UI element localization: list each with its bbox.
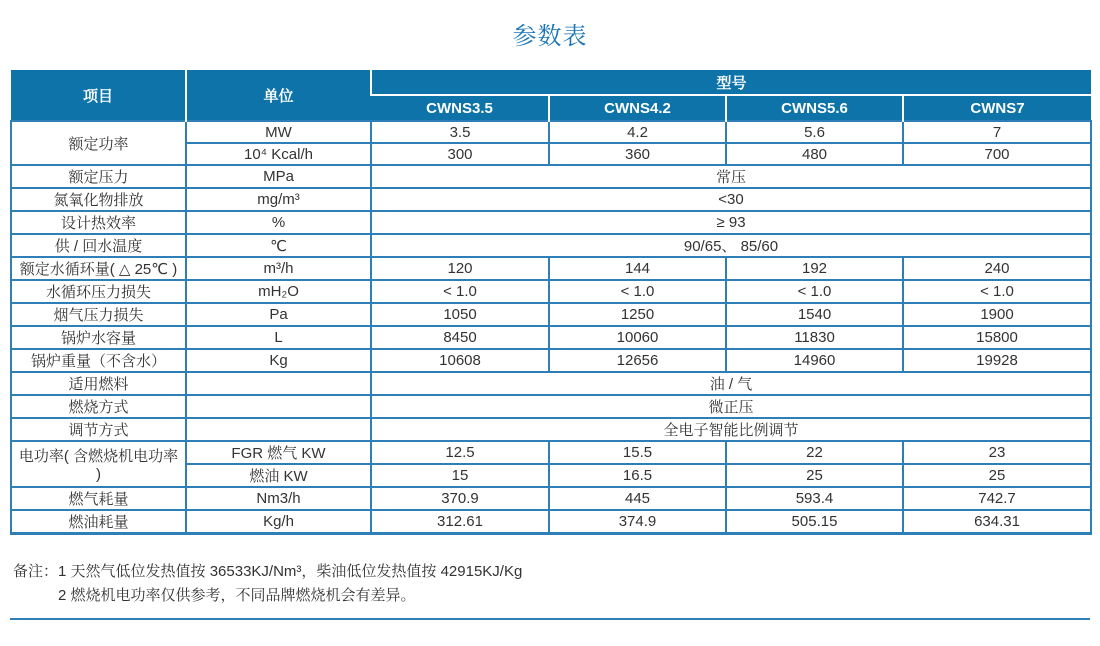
row-unit: mH₂O	[186, 280, 371, 303]
row-label: 烟气压力损失	[11, 303, 186, 326]
cell-value: 144	[549, 257, 726, 280]
note-line-2: 2 燃烧机电功率仅供参考，不同品牌燃烧机会有差异。	[58, 587, 416, 604]
row-merged-value: <30	[371, 188, 1091, 211]
cell-value: < 1.0	[726, 280, 903, 303]
cell-value: 445	[549, 487, 726, 510]
cell-value: 25	[903, 464, 1091, 487]
table-row	[11, 257, 1091, 280]
cell-value: 22	[726, 441, 903, 464]
table-row	[11, 326, 1091, 349]
table-row	[11, 280, 1091, 303]
row-label: 氮氧化物排放	[11, 188, 186, 211]
row-unit: mg/m³	[186, 188, 371, 211]
table-row	[11, 121, 1091, 143]
cell-value: 7	[903, 121, 1091, 143]
row-unit: Pa	[186, 303, 371, 326]
cell-value: 15800	[903, 326, 1091, 349]
header-unit: 单位	[186, 70, 371, 121]
row-unit: L	[186, 326, 371, 349]
row-label: 燃烧方式	[11, 395, 186, 418]
cell-value: 16.5	[549, 464, 726, 487]
table-row	[11, 211, 1091, 234]
bottom-divider	[10, 618, 1090, 620]
cell-value: 192	[726, 257, 903, 280]
row-label: 燃气耗量	[11, 487, 186, 510]
cell-value: 312.61	[371, 510, 549, 534]
page-title: 参数表	[512, 23, 588, 50]
cell-value: 5.6	[726, 121, 903, 143]
cell-value: 12656	[549, 349, 726, 372]
header-item: 项目	[11, 70, 186, 121]
row-label: 水循环压力损失	[11, 280, 186, 303]
table-body	[11, 121, 1091, 534]
row-unit: 燃油 KW	[186, 464, 371, 487]
cell-value: 1900	[903, 303, 1091, 326]
table-row	[11, 349, 1091, 372]
row-merged-value: 微正压	[371, 395, 1091, 418]
row-merged-value: 常压	[371, 165, 1091, 188]
cell-value: 700	[903, 143, 1091, 165]
cell-value: 120	[371, 257, 549, 280]
cell-value: 14960	[726, 349, 903, 372]
notes-items	[58, 560, 522, 608]
cell-value: 19928	[903, 349, 1091, 372]
table-header	[11, 70, 1091, 121]
cell-value: 370.9	[371, 487, 549, 510]
cell-value: 25	[726, 464, 903, 487]
table-row	[11, 418, 1091, 441]
cell-value: 4.2	[549, 121, 726, 143]
row-label: 额定功率	[11, 121, 186, 165]
row-label: 额定水循环量( △ 25℃ )	[11, 257, 186, 280]
table-row	[11, 303, 1091, 326]
row-label: 设计热效率	[11, 211, 186, 234]
cell-value: 593.4	[726, 487, 903, 510]
table-row	[11, 395, 1091, 418]
cell-value: 15.5	[549, 441, 726, 464]
row-merged-value: 油 / 气	[371, 372, 1091, 395]
notes	[13, 560, 522, 608]
table-row	[11, 234, 1091, 257]
row-merged-value: ≥ 93	[371, 211, 1091, 234]
cell-value: 300	[371, 143, 549, 165]
row-merged-value: 全电子智能比例调节	[371, 418, 1091, 441]
header-model-4: CWNS7	[903, 95, 1091, 121]
header-model-1: CWNS3.5	[371, 95, 549, 121]
cell-value: 634.31	[903, 510, 1091, 534]
row-unit	[186, 418, 371, 441]
table-row	[11, 441, 1091, 464]
row-unit: MW	[186, 121, 371, 143]
row-unit: 10⁴ Kcal/h	[186, 143, 371, 165]
cell-value: 360	[549, 143, 726, 165]
header-model-3: CWNS5.6	[726, 95, 903, 121]
row-label: 适用燃料	[11, 372, 186, 395]
cell-value: 480	[726, 143, 903, 165]
cell-value: 240	[903, 257, 1091, 280]
row-label: 供 / 回水温度	[11, 234, 186, 257]
cell-value: 1050	[371, 303, 549, 326]
cell-value: 11830	[726, 326, 903, 349]
header-model-group: 型号	[371, 70, 1091, 95]
row-unit: m³/h	[186, 257, 371, 280]
header-row-top	[11, 70, 1091, 95]
row-label: 调节方式	[11, 418, 186, 441]
note-line-1: 1 天然气低位发热值按 36533KJ/Nm³，柴油低位发热值按 42915KJ/Kg	[58, 563, 523, 580]
cell-value: 742.7	[903, 487, 1091, 510]
cell-value: 374.9	[549, 510, 726, 534]
cell-value: 505.15	[726, 510, 903, 534]
row-unit	[186, 395, 371, 418]
row-label: 锅炉水容量	[11, 326, 186, 349]
notes-prefix: 备注：	[13, 563, 59, 580]
table-row	[11, 188, 1091, 211]
table-row	[11, 510, 1091, 534]
row-label: 锅炉重量（不含水）	[11, 349, 186, 372]
row-unit: ℃	[186, 234, 371, 257]
cell-value: 10608	[371, 349, 549, 372]
row-unit: Kg	[186, 349, 371, 372]
cell-value: 15	[371, 464, 549, 487]
cell-value: 3.5	[371, 121, 549, 143]
cell-value: < 1.0	[549, 280, 726, 303]
row-unit	[186, 372, 371, 395]
row-unit: MPa	[186, 165, 371, 188]
cell-value: 23	[903, 441, 1091, 464]
row-unit: FGR 燃气 KW	[186, 441, 371, 464]
cell-value: 8450	[371, 326, 549, 349]
row-label: 电功率( 含燃烧机电功率 )	[11, 441, 186, 487]
row-unit: Kg/h	[186, 510, 371, 534]
row-label: 燃油耗量	[11, 510, 186, 534]
table-row	[11, 372, 1091, 395]
spec-table	[10, 70, 1092, 535]
cell-value: 1540	[726, 303, 903, 326]
table-row	[11, 165, 1091, 188]
table-row	[11, 487, 1091, 510]
row-label: 额定压力	[11, 165, 186, 188]
cell-value: 1250	[549, 303, 726, 326]
cell-value: 12.5	[371, 441, 549, 464]
cell-value: < 1.0	[903, 280, 1091, 303]
row-merged-value: 90/65、 85/60	[371, 234, 1091, 257]
cell-value: 10060	[549, 326, 726, 349]
row-unit: %	[186, 211, 371, 234]
cell-value: < 1.0	[371, 280, 549, 303]
header-model-2: CWNS4.2	[549, 95, 726, 121]
row-unit: Nm3/h	[186, 487, 371, 510]
